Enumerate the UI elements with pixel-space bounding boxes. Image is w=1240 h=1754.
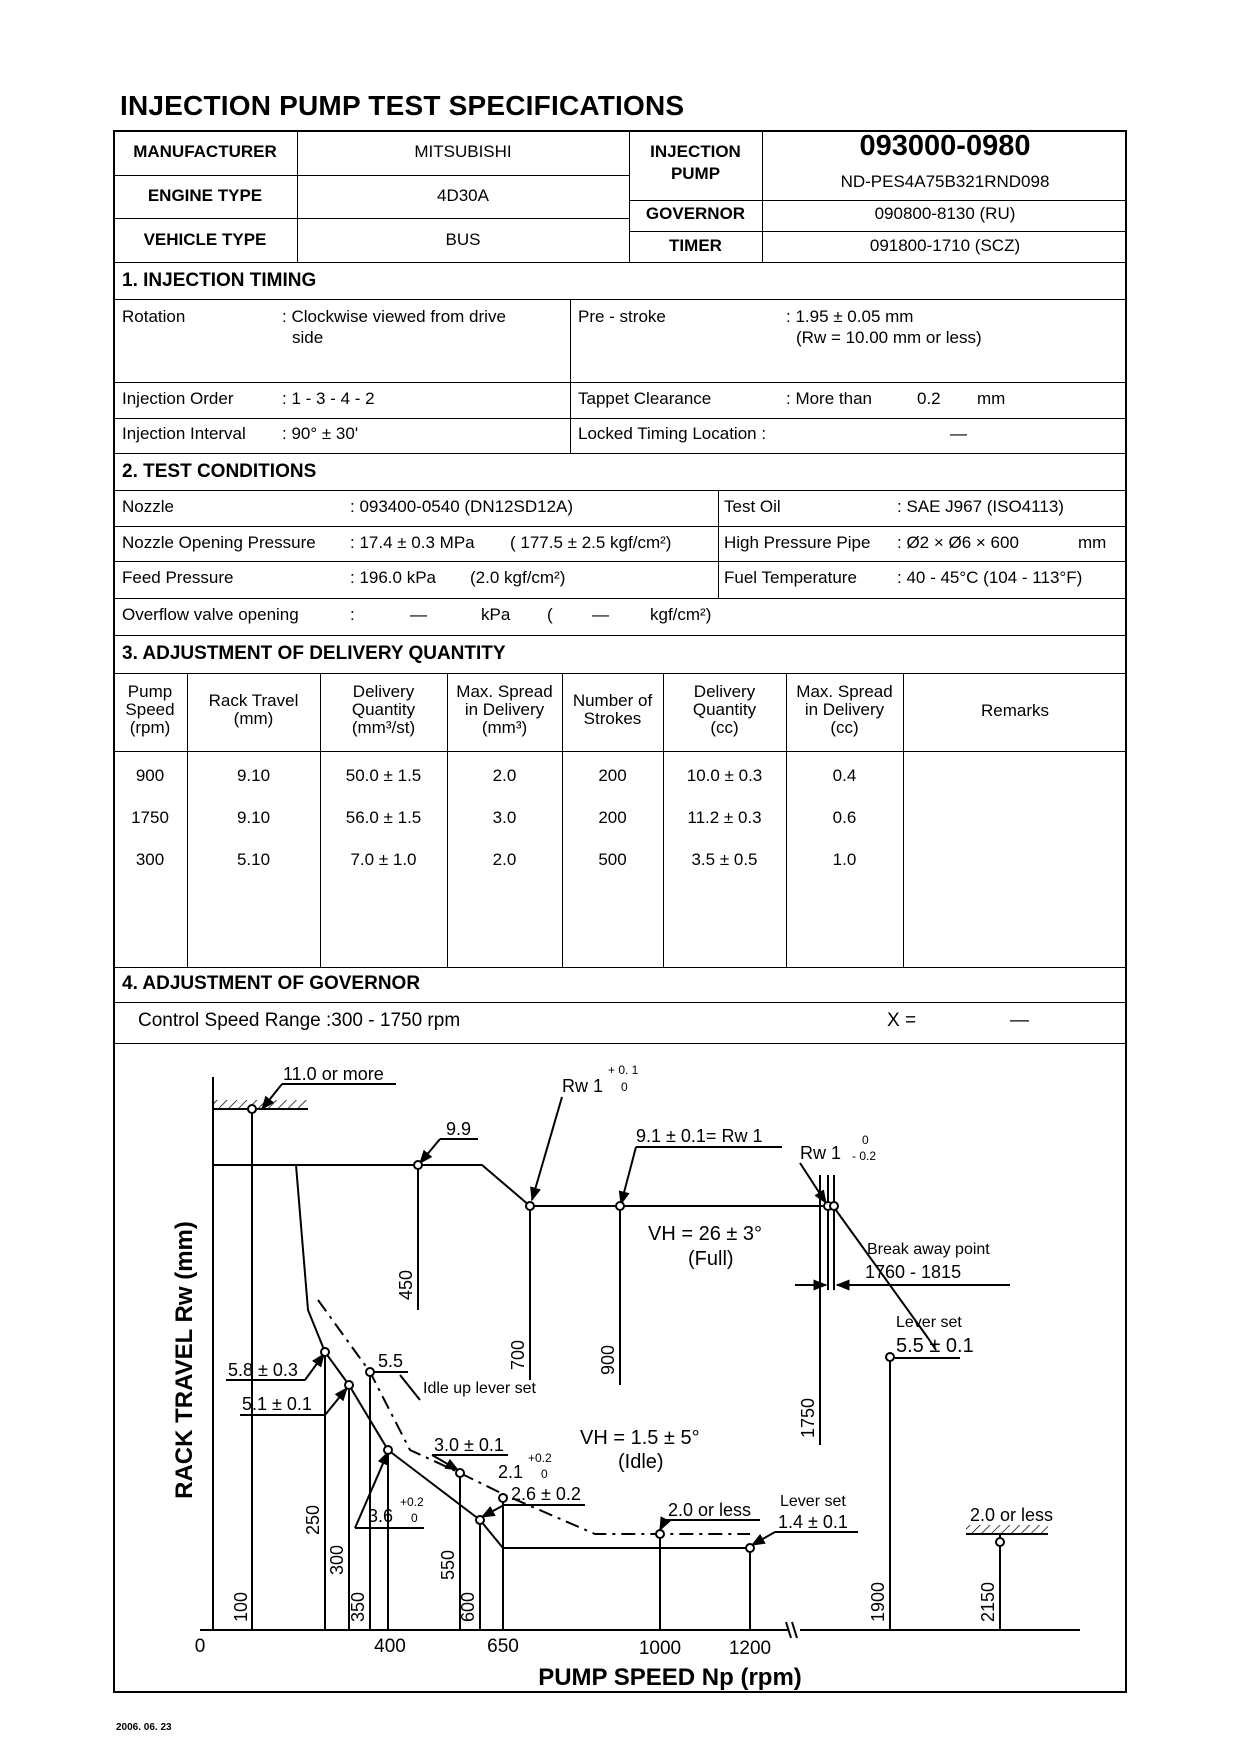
point-99 xyxy=(414,1161,422,1169)
speed-mark: 900 xyxy=(598,1344,618,1375)
label-58: 5.8 ± 0.3 xyxy=(228,1360,298,1380)
label-vh-idle: VH = 1.5 ± 5° xyxy=(580,1427,700,1449)
prestroke-value-2: (Rw = 10.00 mm or less) xyxy=(796,328,982,347)
col-header-delivery-qty-mm3: Delivery Quantity (mm³/st) xyxy=(351,682,416,737)
overflow-colon: : xyxy=(350,605,355,624)
point-58 xyxy=(321,1348,329,1356)
high-pressure-pipe-unit: mm xyxy=(1078,533,1107,552)
prestroke-label: Pre - stroke xyxy=(578,307,666,326)
label-20b: 2.0 or less xyxy=(970,1505,1054,1525)
label-rw1: Rw 1 xyxy=(562,1076,604,1096)
high-pressure-pipe-label: High Pressure Pipe xyxy=(724,533,871,552)
timer-value: 091800-1710 (SCZ) xyxy=(869,236,1021,255)
x-tick: 0 xyxy=(194,1636,206,1657)
label-51: 5.1 ± 0.1 xyxy=(242,1394,312,1414)
high-pressure-pipe-value: : Ø2 × Ø6 × 600 xyxy=(897,533,1019,552)
injection-interval-value: : 90° ± 30' xyxy=(282,424,359,443)
timer-label: TIMER xyxy=(669,236,722,255)
control-speed-range: Control Speed Range :300 - 1750 rpm xyxy=(138,1010,461,1031)
overflow-kpa-unit: kPa xyxy=(481,605,511,624)
label-lever-set-lo-val: 1.4 ± 0.1 xyxy=(778,1512,848,1532)
injection-pump-label-1: INJECTION xyxy=(650,142,741,161)
col-header-remarks: Remarks xyxy=(980,701,1049,720)
section-injection-timing: 1. INJECTION TIMING xyxy=(122,270,317,291)
speed-mark: 2150 xyxy=(978,1581,998,1622)
nozzle-opening-pressure-value: : 17.4 ± 0.3 MPa xyxy=(350,533,475,552)
label-36-tol-bot: 0 xyxy=(411,1511,418,1525)
governor-label: GOVERNOR xyxy=(645,204,746,223)
nozzle-label: Nozzle xyxy=(122,497,174,516)
col-header-max-spread-mm3: Max. Spread in Delivery (mm³) xyxy=(456,682,553,737)
point-20b xyxy=(996,1538,1004,1546)
manufacturer-label: MANUFACTURER xyxy=(133,142,277,161)
section-governor: 4. ADJUSTMENT OF GOVERNOR xyxy=(122,973,421,994)
x-value: — xyxy=(1010,1010,1029,1031)
label-vh-full-note: (Full) xyxy=(688,1248,734,1270)
rotation-value-1: : Clockwise viewed from drive xyxy=(282,307,506,326)
locked-timing-label: Locked Timing Location : xyxy=(578,424,767,443)
point-36 xyxy=(384,1446,392,1454)
point-lever-hi xyxy=(886,1353,894,1361)
label-rw1b-tol-bot: - 0.2 xyxy=(852,1149,877,1163)
label-rw1b: Rw 1 xyxy=(800,1143,842,1163)
col-header-max-spread-cc: Max. Spread in Delivery (cc) xyxy=(796,682,893,737)
fuel-temperature-value: : 40 - 45°C (104 - 113°F) xyxy=(897,568,1083,587)
page-title: INJECTION PUMP TEST SPECIFICATIONS xyxy=(120,90,685,121)
document-date: 2006. 06. 23 xyxy=(116,1722,172,1733)
locked-timing-value: — xyxy=(950,424,967,443)
label-26: 2.6 ± 0.2 xyxy=(511,1484,581,1504)
x-label: X = xyxy=(887,1010,917,1031)
speed-mark: 250 xyxy=(303,1504,323,1535)
label-99: 9.9 xyxy=(446,1119,472,1139)
feed-pressure-kgf: (2.0 kgf/cm²) xyxy=(470,568,566,587)
feed-pressure-label: Feed Pressure xyxy=(122,568,234,587)
overflow-kgf-value: — xyxy=(592,605,609,624)
label-rw1b-tol-top: 0 xyxy=(862,1133,869,1147)
point-stop xyxy=(248,1105,256,1113)
point-21 xyxy=(476,1516,484,1524)
label-21: 2.1 xyxy=(498,1462,524,1482)
col-header-strokes: Number of Strokes xyxy=(572,691,653,728)
pump-model: ND-PES4A75B321RND098 xyxy=(840,172,1050,191)
section-delivery-quantity: 3. ADJUSTMENT OF DELIVERY QUANTITY xyxy=(122,643,506,664)
label-55: 5.5 xyxy=(378,1351,404,1371)
x-tick: 650 xyxy=(487,1636,519,1657)
injection-order-label: Injection Order xyxy=(122,389,234,408)
speed-mark: 300 xyxy=(327,1544,347,1575)
label-full: 9.1 ± 0.1= Rw 1 xyxy=(636,1126,763,1146)
prestroke-value-1: : 1.95 ± 0.05 mm xyxy=(786,307,914,326)
label-30: 3.0 ± 0.1 xyxy=(434,1435,504,1455)
injection-pump-label-2: PUMP xyxy=(670,164,721,183)
label-breakaway-range: 1760 - 1815 xyxy=(865,1262,962,1282)
nozzle-opening-pressure-kgf: ( 177.5 ± 2.5 kgf/cm²) xyxy=(510,533,672,552)
label-lever-set-hi-val: 5.5 ± 0.1 xyxy=(896,1335,974,1357)
label-vh-full: VH = 26 ± 3° xyxy=(648,1223,763,1245)
overflow-valve-label: Overflow valve opening xyxy=(122,605,299,624)
speed-mark: 100 xyxy=(231,1591,251,1622)
engine-type-label: ENGINE TYPE xyxy=(147,186,263,205)
speed-mark: 450 xyxy=(396,1269,416,1300)
label-rw1-tol-top: + 0. 1 xyxy=(608,1063,639,1077)
label-breakaway: Break away point xyxy=(867,1241,990,1258)
label-36: 3.6 xyxy=(368,1506,394,1526)
manufacturer-value: MITSUBISHI xyxy=(414,142,512,161)
rotation-value-2: side xyxy=(292,328,324,347)
tappet-clearance-unit: mm xyxy=(977,389,1006,408)
label-20a: 2.0 or less xyxy=(668,1500,752,1520)
injection-order-value: : 1 - 3 - 4 - 2 xyxy=(282,389,375,408)
point-55 xyxy=(366,1368,374,1376)
test-oil-value: : SAE J967 (ISO4113) xyxy=(897,497,1064,516)
col-header-rack-travel: Rack Travel (mm) xyxy=(208,691,299,728)
injection-interval-label: Injection Interval xyxy=(122,424,246,443)
y-axis-label: RACK TRAVEL Rw (mm) xyxy=(171,1221,198,1499)
label-rw1-tol-bot: 0 xyxy=(621,1080,628,1094)
label-lever-set-hi: Lever set xyxy=(896,1314,962,1331)
engine-type-value: 4D30A xyxy=(437,186,489,205)
rotation-label: Rotation xyxy=(122,307,186,326)
col-header-delivery-qty-cc: Delivery Quantity (cc) xyxy=(692,682,757,737)
point-30 xyxy=(456,1469,464,1477)
nozzle-value: : 093400-0540 (DN12SD12A) xyxy=(350,497,574,516)
x-tick: 400 xyxy=(374,1636,406,1657)
x-axis-label: PUMP SPEED Np (rpm) xyxy=(538,1664,802,1691)
speed-mark: 700 xyxy=(508,1339,528,1370)
label-stop: 11.0 or more xyxy=(283,1064,384,1084)
part-number: 093000-0980 xyxy=(859,130,1031,162)
nozzle-opening-pressure-label: Nozzle Opening Pressure xyxy=(122,533,316,552)
point-lever-lo xyxy=(746,1544,754,1552)
tappet-clearance-prefix: : More than xyxy=(786,389,872,408)
speed-mark: 550 xyxy=(438,1549,458,1580)
label-21-tol-bot: 0 xyxy=(541,1467,548,1481)
label-vh-idle-note: (Idle) xyxy=(618,1451,664,1473)
x-tick: 1200 xyxy=(728,1638,772,1659)
fuel-temperature-label: Fuel Temperature xyxy=(724,568,857,587)
point-51 xyxy=(345,1381,353,1389)
overflow-kpa-value: — xyxy=(410,605,427,624)
test-oil-label: Test Oil xyxy=(724,497,781,516)
full-load-curve xyxy=(213,1165,833,1206)
overflow-kgf-unit: kgf/cm²) xyxy=(650,605,712,624)
point-rw1 xyxy=(526,1202,534,1210)
x-tick: 1000 xyxy=(638,1638,682,1659)
point-26 xyxy=(499,1494,507,1502)
speed-mark: 600 xyxy=(458,1591,478,1622)
section-test-conditions: 2. TEST CONDITIONS xyxy=(122,461,317,482)
tappet-clearance-label: Tappet Clearance xyxy=(578,389,712,408)
label-idle-up: Idle up lever set xyxy=(423,1380,536,1397)
feed-pressure-value: : 196.0 kPa xyxy=(350,568,437,587)
speed-mark: 1750 xyxy=(798,1397,818,1438)
point-full xyxy=(616,1202,624,1210)
overflow-paren: ( xyxy=(547,605,553,624)
col-header-pump-speed: Pump Speed (rpm) xyxy=(125,682,175,737)
speed-mark: 1900 xyxy=(868,1581,888,1622)
label-21-tol-top: +0.2 xyxy=(528,1451,552,1465)
speed-mark: 350 xyxy=(348,1591,368,1622)
vehicle-type-label: VEHICLE TYPE xyxy=(143,230,267,249)
label-lever-set-lo: Lever set xyxy=(780,1493,846,1510)
tappet-clearance-value: 0.2 xyxy=(917,389,941,408)
point-20a xyxy=(656,1530,664,1538)
governor-value: 090800-8130 (RU) xyxy=(874,204,1016,223)
label-36-tol-top: +0.2 xyxy=(400,1495,424,1509)
vehicle-type-value: BUS xyxy=(445,230,481,249)
